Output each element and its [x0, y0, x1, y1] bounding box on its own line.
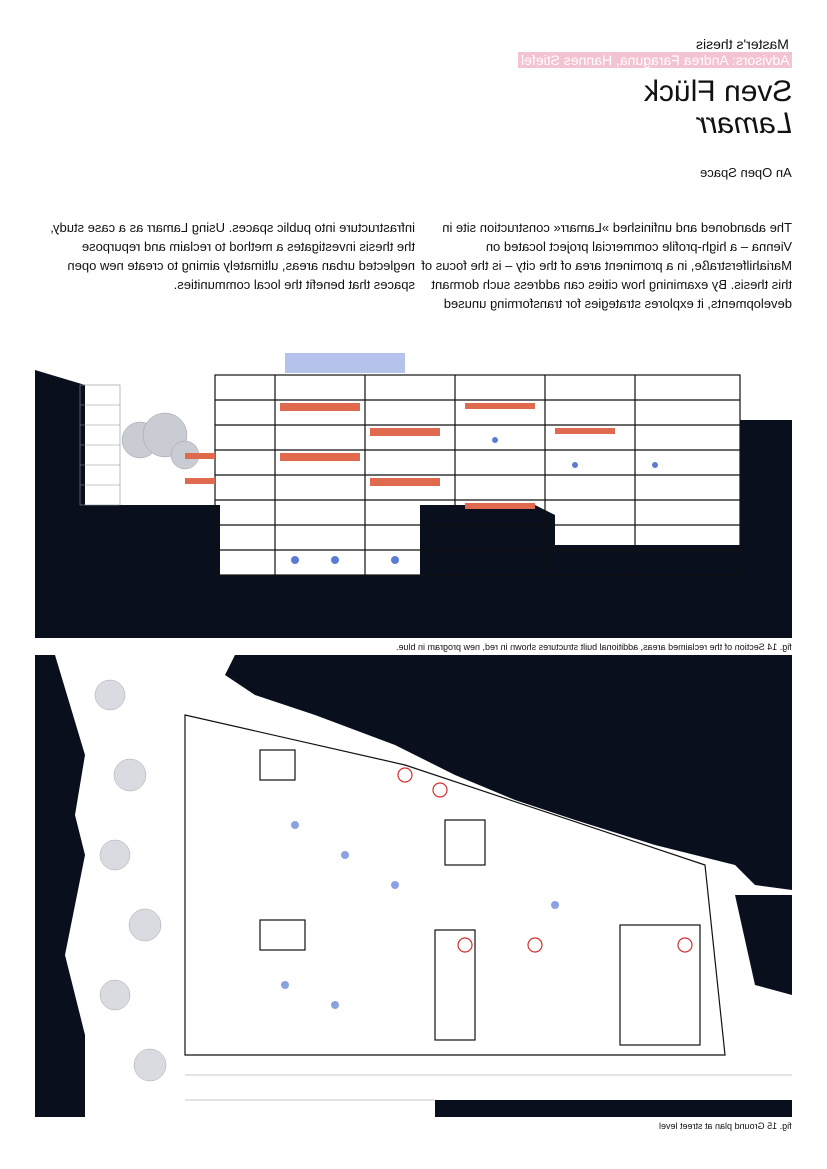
- subtitle: An Open Space: [700, 165, 792, 180]
- thesis-kicker: Master's thesis: [696, 36, 789, 52]
- author-name: Sven Flück: [643, 75, 792, 108]
- project-title: Lamarr: [696, 107, 792, 140]
- figure-14-caption: fig. 14 Section of the reclaimed areas, additional built structures shown in red, new program in blue.: [396, 642, 792, 652]
- advisors-line: Advisors: Andrea Faraguna, Hannes Stiefel: [518, 52, 793, 68]
- header: [518, 36, 793, 140]
- building-section-drawing: [35, 345, 792, 638]
- figure-15-caption: fig. 15 Ground plan at street level: [659, 1121, 792, 1131]
- intro-paragraph-right: The abandoned and unfinished »Lamarr« construction site in Vienna – a high-profile commercial project located on Mariahilferstraße, in a prominent area of the city – is the focus of this thesis. By examining how cities can address such dormant developments, it explores strategies for transforming unused: [421, 220, 792, 311]
- ground-plan-drawing: [35, 655, 792, 1117]
- intro-paragraph-left: infrastructure into public spaces. Using Lamarr as a case study, the thesis investigates a method to reclaim and repurpose neglected urban areas, ultimately aiming to create new open spaces that benefit the local communities.: [50, 220, 415, 292]
